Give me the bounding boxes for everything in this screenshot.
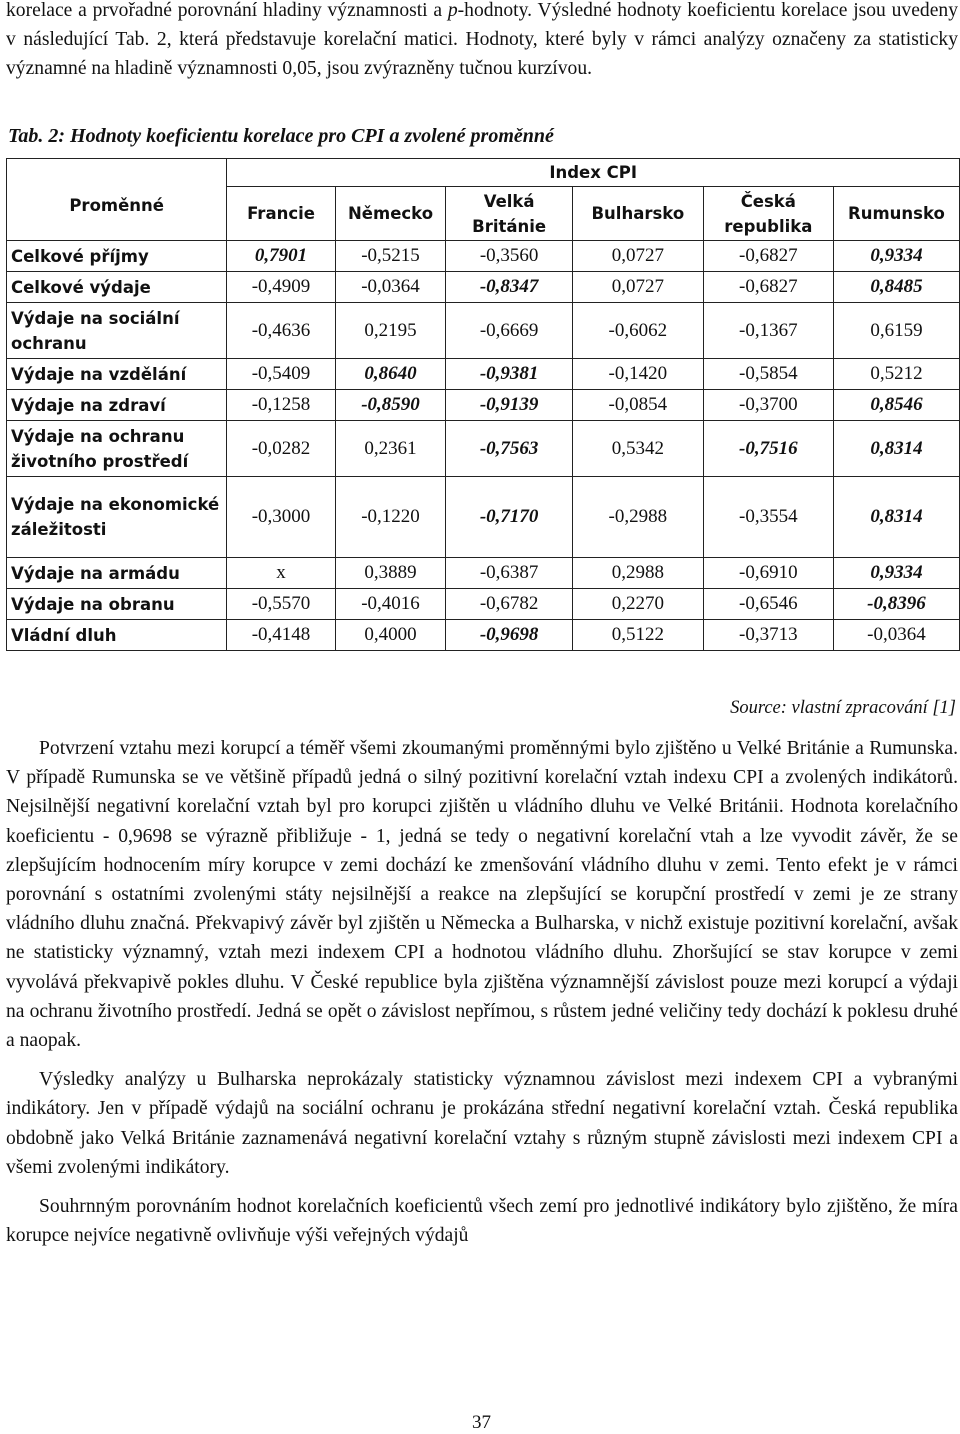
table-cell: -0,0364 [335,272,446,303]
table-cell: -0,5215 [335,241,446,272]
table-cell: -0,0282 [227,421,335,477]
table-row [7,558,960,589]
table-row [7,620,960,651]
table-cell: -0,1258 [227,390,335,421]
table-cell: -0,9139 [446,390,573,421]
row-header: Proměnné [7,159,227,241]
table-cell: -0,5409 [227,359,335,390]
table-cell: 0,2270 [572,589,703,620]
row-label: Výdaje na sociální ochranu [7,303,227,359]
table-cell: -0,4016 [335,589,446,620]
table-cell: -0,6387 [446,558,573,589]
table-cell: -0,0364 [833,620,959,651]
table-cell: -0,1420 [572,359,703,390]
table-cell: 0,8546 [833,390,959,421]
table-cell: -0,3554 [703,477,833,558]
table-cell: 0,9334 [833,241,959,272]
table-cell: -0,8590 [335,390,446,421]
table-cell: 0,2361 [335,421,446,477]
table-cell: -0,1367 [703,303,833,359]
body-text [6,734,958,1260]
table-row [7,390,960,421]
table-cell: 0,0727 [572,272,703,303]
table-cell: -0,6546 [703,589,833,620]
row-label: Výdaje na ochranu životního prostředí [7,421,227,477]
table-cell: -0,3000 [227,477,335,558]
table-cell: 0,8314 [833,477,959,558]
table-cell: -0,7170 [446,477,573,558]
row-label: Výdaje na zdraví [7,390,227,421]
table-cell: 0,2195 [335,303,446,359]
table-cell: 0,9334 [833,558,959,589]
row-label: Celkové příjmy [7,241,227,272]
table-cell: -0,6782 [446,589,573,620]
group-header: Index CPI [227,159,960,187]
table-row [7,272,960,303]
row-label: Vládní dluh [7,620,227,651]
intro-paragraph: korelace a prvořadné porovnání hladiny významnosti a p-hodnoty. Výsledné hodnoty koeficientu korelace jsou uvedeny v následující Tab. 2, která představuje korelační matici. Hodnoty, které byly v rámci analýzy označeny za statisticky významné na hladině významnosti 0,05, jsou zvýrazněny tučnou kurzívou. [6,0,958,80]
table-cell: -0,7563 [446,421,573,477]
table-cell: 0,5212 [833,359,959,390]
paragraph: Souhrnným porovnáním hodnot korelačních koeficientů všech zemí pro jednotlivé indikátory bylo zjištěno, že míra korupce nejvíce negativně ovlivňuje výši veřejných výdajů [6,1196,958,1247]
table-cell: -0,4909 [227,272,335,303]
table-cell: -0,9381 [446,359,573,390]
row-label: Výdaje na obranu [7,589,227,620]
source-note: Source: vlastní zpracování [1] [730,698,956,718]
table-cell: -0,0854 [572,390,703,421]
table-cell: 0,0727 [572,241,703,272]
table-cell: 0,5122 [572,620,703,651]
table-cell: -0,5570 [227,589,335,620]
column-header: Německo [335,187,446,241]
table-cell: -0,5854 [703,359,833,390]
table-cell: 0,7901 [227,241,335,272]
table-cell: x [227,558,335,589]
table-row [7,303,960,359]
row-label: Výdaje na vzdělání [7,359,227,390]
table-row [7,359,960,390]
page-number: 37 [472,1412,491,1433]
table-caption: Tab. 2: Hodnoty koeficientu korelace pro CPI a zvolené proměnné [8,125,554,147]
table-cell: -0,3700 [703,390,833,421]
table-cell: 0,3889 [335,558,446,589]
table-cell: -0,3713 [703,620,833,651]
table-cell: 0,5342 [572,421,703,477]
table-cell: 0,4000 [335,620,446,651]
table-cell: 0,8640 [335,359,446,390]
table-cell: -0,6062 [572,303,703,359]
table-cell: -0,4636 [227,303,335,359]
table-cell: -0,9698 [446,620,573,651]
table-cell: -0,6910 [703,558,833,589]
table-cell: -0,8347 [446,272,573,303]
table-cell: -0,3560 [446,241,573,272]
table-cell: 0,8314 [833,421,959,477]
table-cell: -0,4148 [227,620,335,651]
table-cell: 0,8485 [833,272,959,303]
row-label: Celkové výdaje [7,272,227,303]
table-row [7,477,960,558]
table-row [7,589,960,620]
paragraph: Výsledky analýzy u Bulharska neprokázaly statisticky významnou závislost mezi indexem CPI a vybranými indikátory. Jen v případě výdajů na sociální ochranu je prokázána střední negativní korelační vztah. Česká republika obdobně jako Velká Británie zaznamenává negativní korelační vztahy s různým stupně závislosti mezi indexem CPI a všemi zvolenými indikátory. [6,1069,958,1178]
table-cell: -0,2988 [572,477,703,558]
table-cell: -0,8396 [833,589,959,620]
table-cell: -0,1220 [335,477,446,558]
table-row [7,421,960,477]
table-cell: -0,6827 [703,272,833,303]
row-label: Výdaje na ekonomické záležitosti [7,477,227,558]
table-cell: -0,6827 [703,241,833,272]
table-cell: 0,2988 [572,558,703,589]
column-header: Rumunsko [833,187,959,241]
table-cell: -0,7516 [703,421,833,477]
paragraph: Potvrzení vztahu mezi korupcí a téměř všemi zkoumanými proměnnými bylo zjištěno u Velké Británie a Rumunska. V případě Rumunska se ve většině případů jedná o silný pozitivní korelační vztah indexu CPI a zvolených indikátorů. Nejsilnější negativní korelační vztah byl pro korupci zjištěn u vládního dluhu ve Velké Británii. Hodnota korelačního koeficientu - 0,9698 se výrazně přibližuje - 1, jedná se tedy o negativní korelační vtah a lze vyvodit závěr, že se zlepšujícím hodnocením míry korupce v zemi dochází ke zmenšování vládního dluhu v zemi. Tento efekt je v rámci porovnání s ostatními zvolenými státy nejsilnější a reakce na zlepšující se korupční prostředí v zemi je ze strany vládního dluhu značná. Překvapivý závěr byl zjištěn u Německa a Bulharska, v nichž existuje pozitivní korelační, avšak ne statisticky významný, vztah mezi indexem CPI a hodnotou vládního dluhu. Zhoršující se stav korupce v zemi vyvolává překvapivě pokles dluhu. V České republice byla zjištěna významnější závislost pouze mezi korupcí a výdaji na ochranu životního prostředí. Jedná se opět o závislost nepřímou, s růstem jedné veličiny tedy dochází k poklesu druhé a naopak. [6,738,958,1052]
column-header: Bulharsko [572,187,703,241]
table-cell: -0,6669 [446,303,573,359]
column-header: Česká republika [703,187,833,241]
row-label: Výdaje na armádu [7,558,227,589]
correlation-table [6,158,960,651]
column-header: Velká Británie [446,187,573,241]
table-cell: 0,6159 [833,303,959,359]
column-header: Francie [227,187,335,241]
table-row [7,241,960,272]
